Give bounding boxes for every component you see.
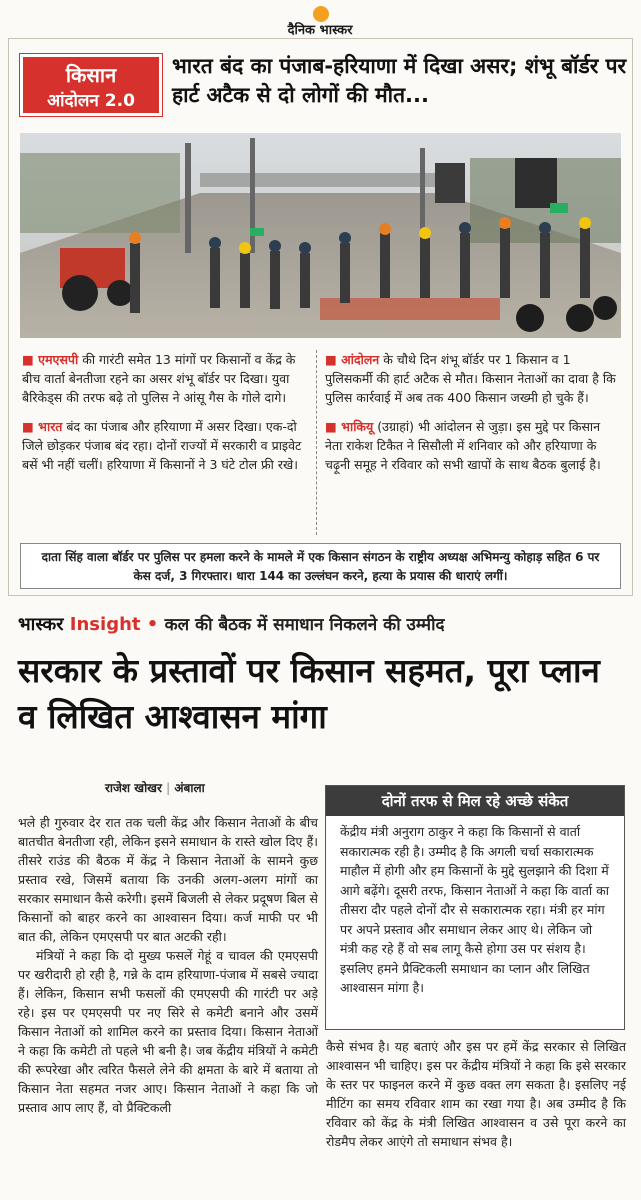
bullet-text: के चौथे दिन शंभू बॉर्डर पर 1 किसान व 1 पुलिसकर्मी की हार्ट अटैक से मौत। किसान नेताओं का दावा है कि पुलिस कार्रवाई में अब तक 400 किसान जख्मी हो चुके हैं। [325,352,616,405]
masthead [0,0,641,38]
article-body-right: कैसे संभव है। यह बताएं और इस पर हमें केंद्र सरकार से लिखित आश्वासन भी चाहिए। इस पर केंद्रीय मंत्रियों ने कहा कि इसे सरकार के स्तर पर फाइनल करने में कुछ वक्त लग सकता है। इसलिए नई मीटिंग का समय रविवार शाम का रखा गया है। अब उम्मीद है कि रविवार को केंद्र के मंत्री लिखित आश्वासन व उसे पूरा करने का रोडमैप लेकर आएंगे तो समाधान संभव है। [326,1039,626,1149]
bullets-left [22,350,307,484]
insight-brand: भास्कर [18,614,64,635]
sidebar-heading: दोनों तरफ से मिल रहे अच्छे संकेत [326,786,624,816]
bullet-item [22,417,307,474]
bullet-text: बंद का पंजाब और हरियाणा में असर दिखा। एक-दो जिले छोड़कर पंजाब बंद रहा। दोनों राज्यों में सरकारी व प्राइवेट बसें भी नहीं चलीं। हरियाणा में किसानों ने 3 घंटे टोल फ्री रखे। [22,419,302,472]
insight-label: Insight [69,614,141,635]
protest-photo [20,133,621,338]
protest-photo-image [20,133,621,338]
byline-separator: | [166,781,171,795]
case-note-box: दाता सिंह वाला बॉर्डर पर पुलिस पर हमला करने के मामले में एक किसान संगठन के राष्ट्रीय अध्यक्ष अभिमन्यु कोहाड़ सहित 6 पर केस दर्ज, 3 गिरफ्तार। धारा 144 का उल्लंघन करने, हत्या के प्रयास की धाराएं लगीं। [20,543,621,589]
byline-place: अंबाला [174,781,205,795]
sidebar-text: केंद्रीय मंत्री अनुराग ठाकुर ने कहा कि किसानों से वार्ता सकारात्मक रही है। उम्मीद है कि अगली चर्चा सकारात्मक माहौल में होगी और हम किसानों के मुद्दे सुलझाने की दिशा में आगे बढ़ेंगे। दूसरी तरफ, किसान नेताओं ने कहा कि वार्ता का तीसरा दौर पहले दोनों दौर से सकारात्मक रहा। मंत्री हर मांग पर अपने प्रस्ताव और समाधान लेकर आए थे। लेकिन जो मंत्री कह रहे हैं वो सब लागू कैसे होगा उस पर संशय है। इसलिए हमने प्रैक्टिकली समाधान का प्लान और लिखित आश्वासन मांगा है। [340,824,609,995]
bullet-keyword: भाकियू [341,419,374,434]
bullet-text: की गारंटी समेत 13 मांगों पर किसानों व केंद्र के बीच वार्ता बेनतीजा रहने का असर शंभू बॉर्डर पर दिखा। युवा बैरिकेड्स की तरफ बढ़े तो पुलिस ने आंसू गैस के गोले दागे। [22,352,296,405]
article-paragraph: मंत्रियों ने कहा कि दो मुख्य फसलें गेहूं व चावल की एमएसपी पर खरीदारी हो रही है, गन्ने के दाम हरियाणा-पंजाब में सबसे ज्यादा हैं। लेकिन, किसान सभी फसलों की एमएसपी की गारंटी पर अड़े रहे। इस पर एमएसपी पर नए सिरे से कमेटी बनाने और उसमें किसान नेताओं को शामिल करने का प्रस्ताव दिया। किसान नेताओं ने कहा कि कमेटी तो पहले भी बनी है। जब केंद्रीय मंत्रियों ने कमेटी की रूपरेखा और त्वरित फैसले लेने की क्षमता के बारे में बताया तो किसान नेता सहमत नजर आए। किसान नेताओं ने कहा कि जो प्रस्ताव आप लाए हैं, वो प्रैक्टिकली [18,948,318,1115]
bullet-keyword: भारत [38,419,63,434]
bullet-item [325,350,617,407]
byline [105,779,205,796]
bullets-right [325,350,617,484]
bullet-item [22,350,307,407]
bullet-keyword: एमएसपी [38,352,79,367]
bullet-text: (उग्राहां) भी आंदोलन से जुड़ा। इस मुद्दे पर किसान नेता राकेश टिकैत ने सिसौली में शनिवार को और हरियाणा के चढ़ूनी समूह ने रविवार को सभी खापों के साथ बैठक बुलाई है। [325,419,601,472]
article-paragraph: भले ही गुरुवार देर रात तक चली केंद्र और किसान नेताओं के बीच बातचीत बेनतीजा रही, लेकिन इसने समाधान के रास्ते खोल दिए हैं। तीसरे राउंड की बैठक में केंद्र ने किसान नेताओं के सामने कुछ प्रस्ताव रखे, जिसमें बताया कि उनकी अलग-अलग मांगों का सरकार समाधान कैसे करेगी। इसमें बिजली से लेकर प्रदूषण बिल से किसानों को बाहर करने का आश्वासन दिया। कर्ज माफी पर भी बात की, लेकिन एमएसपी पर बात अटकी रही। [18,815,318,944]
section-tag-line1: किसान [65,63,117,87]
bullet-item [325,417,617,474]
article-body-left [18,813,318,1117]
section-tag-line2: आंदोलन 2.0 [47,91,135,111]
headline: भारत बंद का पंजाब-हरियाणा में दिखा असर; शंभू बॉर्डर पर हार्ट अटैक से दो लोगों की मौत... [172,54,627,107]
byline-author: राजेश खोखर [105,781,162,795]
insight-kicker: कल की बैठक में समाधान निकलने की उम्मीद [164,615,445,635]
sidebar-box [325,785,625,1030]
bullet-keyword: आंदोलन [341,352,380,367]
newspaper-brand: दैनिक भास्कर [287,23,353,38]
bullet-marker-icon: ■ [22,419,39,434]
main-title: सरकार के प्रस्तावों पर किसान सहमत, पूरा प्लान व लिखित आश्वासन मांगा [18,651,600,736]
bullet-marker-icon: ■ [22,352,39,367]
insight-strap [18,612,628,640]
column-divider [316,350,317,535]
bullet-marker-icon: ■ [325,419,342,434]
section-tag [20,54,162,116]
bullet-dot-icon: • [146,614,159,635]
bullet-marker-icon: ■ [325,352,342,367]
